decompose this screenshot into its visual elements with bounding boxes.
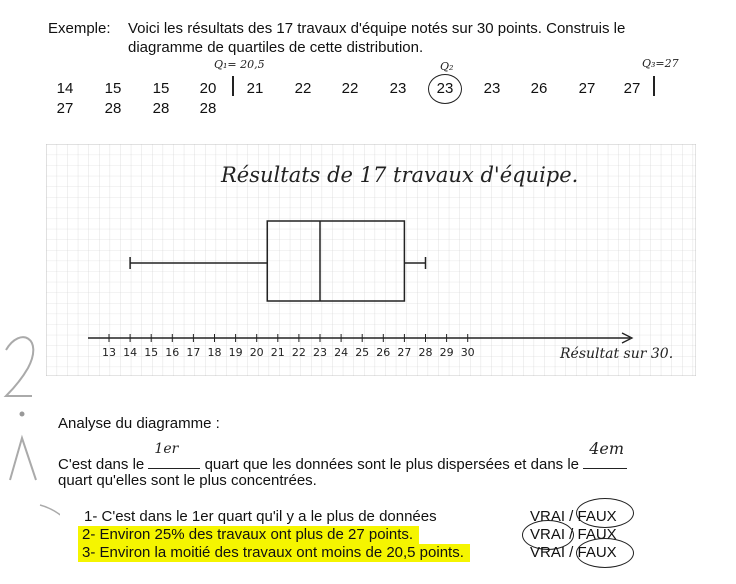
- x-tick-label: 21: [270, 346, 285, 359]
- x-tick-label: 13: [102, 346, 116, 359]
- data-value: 21: [246, 80, 264, 97]
- statement-1-answer[interactable]: VRAI / FAUX: [530, 508, 617, 525]
- data-value: 22: [294, 80, 312, 97]
- data-value: 28: [199, 100, 217, 117]
- x-tick-label: 28: [418, 346, 433, 359]
- statement-2-text: Environ 25% des travaux ont plus de 27 points.: [99, 526, 414, 543]
- analysis-sentence: [58, 439, 627, 474]
- x-axis-label: Résultat sur 30.: [560, 346, 674, 362]
- x-tick-label: 26: [376, 346, 391, 359]
- sentence-part-b: quart que les données sont le plus dispersées et dans le: [204, 456, 580, 473]
- data-value: 23: [483, 80, 501, 97]
- data-value: 27: [578, 80, 596, 97]
- chart-title: Résultats de 17 travaux d'équipe.: [221, 163, 579, 187]
- statement-3-answer[interactable]: VRAI / FAUX: [530, 544, 617, 561]
- x-tick-label: 18: [207, 346, 222, 359]
- example-line1: Voici les résultats des 17 travaux d'équipe notés sur 30 points. Construis le: [128, 20, 626, 37]
- blank-2[interactable]: [583, 439, 627, 469]
- statement-2-num: 2-: [82, 526, 96, 543]
- statement-1-num: 1-: [84, 508, 98, 525]
- statement-3-num: 3-: [82, 544, 96, 561]
- sentence-part-a: C'est dans le: [58, 456, 145, 473]
- data-value: 14: [56, 80, 74, 97]
- q3-annotation: Q₃=27: [642, 57, 679, 70]
- x-tick-label: 22: [291, 346, 306, 359]
- data-value: 28: [104, 100, 122, 117]
- statement-2-answer[interactable]: VRAI / FAUX: [530, 526, 617, 543]
- x-tick-label: 15: [144, 346, 159, 359]
- statement-3-text: Environ la moitié des travaux ont moins de 20,5 points.: [99, 544, 464, 561]
- data-value: 23: [389, 80, 407, 97]
- data-value: 28: [152, 100, 170, 117]
- analysis-sentence-end: quart qu'elles sont le plus concentrées.: [58, 472, 317, 489]
- x-tick-label: 30: [460, 346, 475, 359]
- x-tick-label: 25: [355, 346, 370, 359]
- data-value: 15: [152, 80, 170, 97]
- statement-3-answer-circle: [576, 538, 634, 568]
- example-line2: diagramme de quartiles de cette distribution.: [128, 39, 424, 56]
- example-label: Exemple:: [48, 20, 111, 37]
- analysis-title: Analyse du diagramme :: [58, 415, 220, 432]
- statement-2: [78, 526, 419, 544]
- data-value: 23: [436, 80, 454, 97]
- data-value: 27: [623, 80, 641, 97]
- data-value: 26: [530, 80, 548, 97]
- x-tick-label: 23: [313, 346, 327, 359]
- x-tick-label: 16: [165, 346, 180, 359]
- x-tick-label: 29: [439, 346, 454, 359]
- data-value: 15: [104, 80, 122, 97]
- x-tick-label: 17: [186, 346, 201, 359]
- data-value: 20: [199, 80, 217, 97]
- statement-1-text: C'est dans le 1er quart qu'il y a le plus de données: [101, 508, 437, 525]
- blank-1-answer: 1er: [154, 441, 179, 457]
- box-plot-chart: [46, 144, 696, 376]
- q1-annotation: Q₁= 20,5: [214, 58, 265, 71]
- data-value: 27: [56, 100, 74, 117]
- x-tick-label: 20: [249, 346, 264, 359]
- margin-scribble: [0, 330, 60, 570]
- statement-1-answer-circle: [576, 498, 634, 528]
- data-value: 22: [341, 80, 359, 97]
- x-tick-label: 19: [228, 346, 243, 359]
- x-tick-label: 24: [334, 346, 349, 359]
- statement-1: [84, 508, 437, 526]
- blank-2-answer: 4em: [589, 439, 625, 458]
- x-tick-label: 14: [123, 346, 138, 359]
- blank-1[interactable]: [148, 441, 200, 469]
- q1-marker: [232, 76, 234, 96]
- q2-annotation: Q₂: [440, 60, 454, 73]
- x-tick-label: 27: [397, 346, 412, 359]
- statement-3: [78, 544, 470, 562]
- q3-marker: [653, 76, 655, 96]
